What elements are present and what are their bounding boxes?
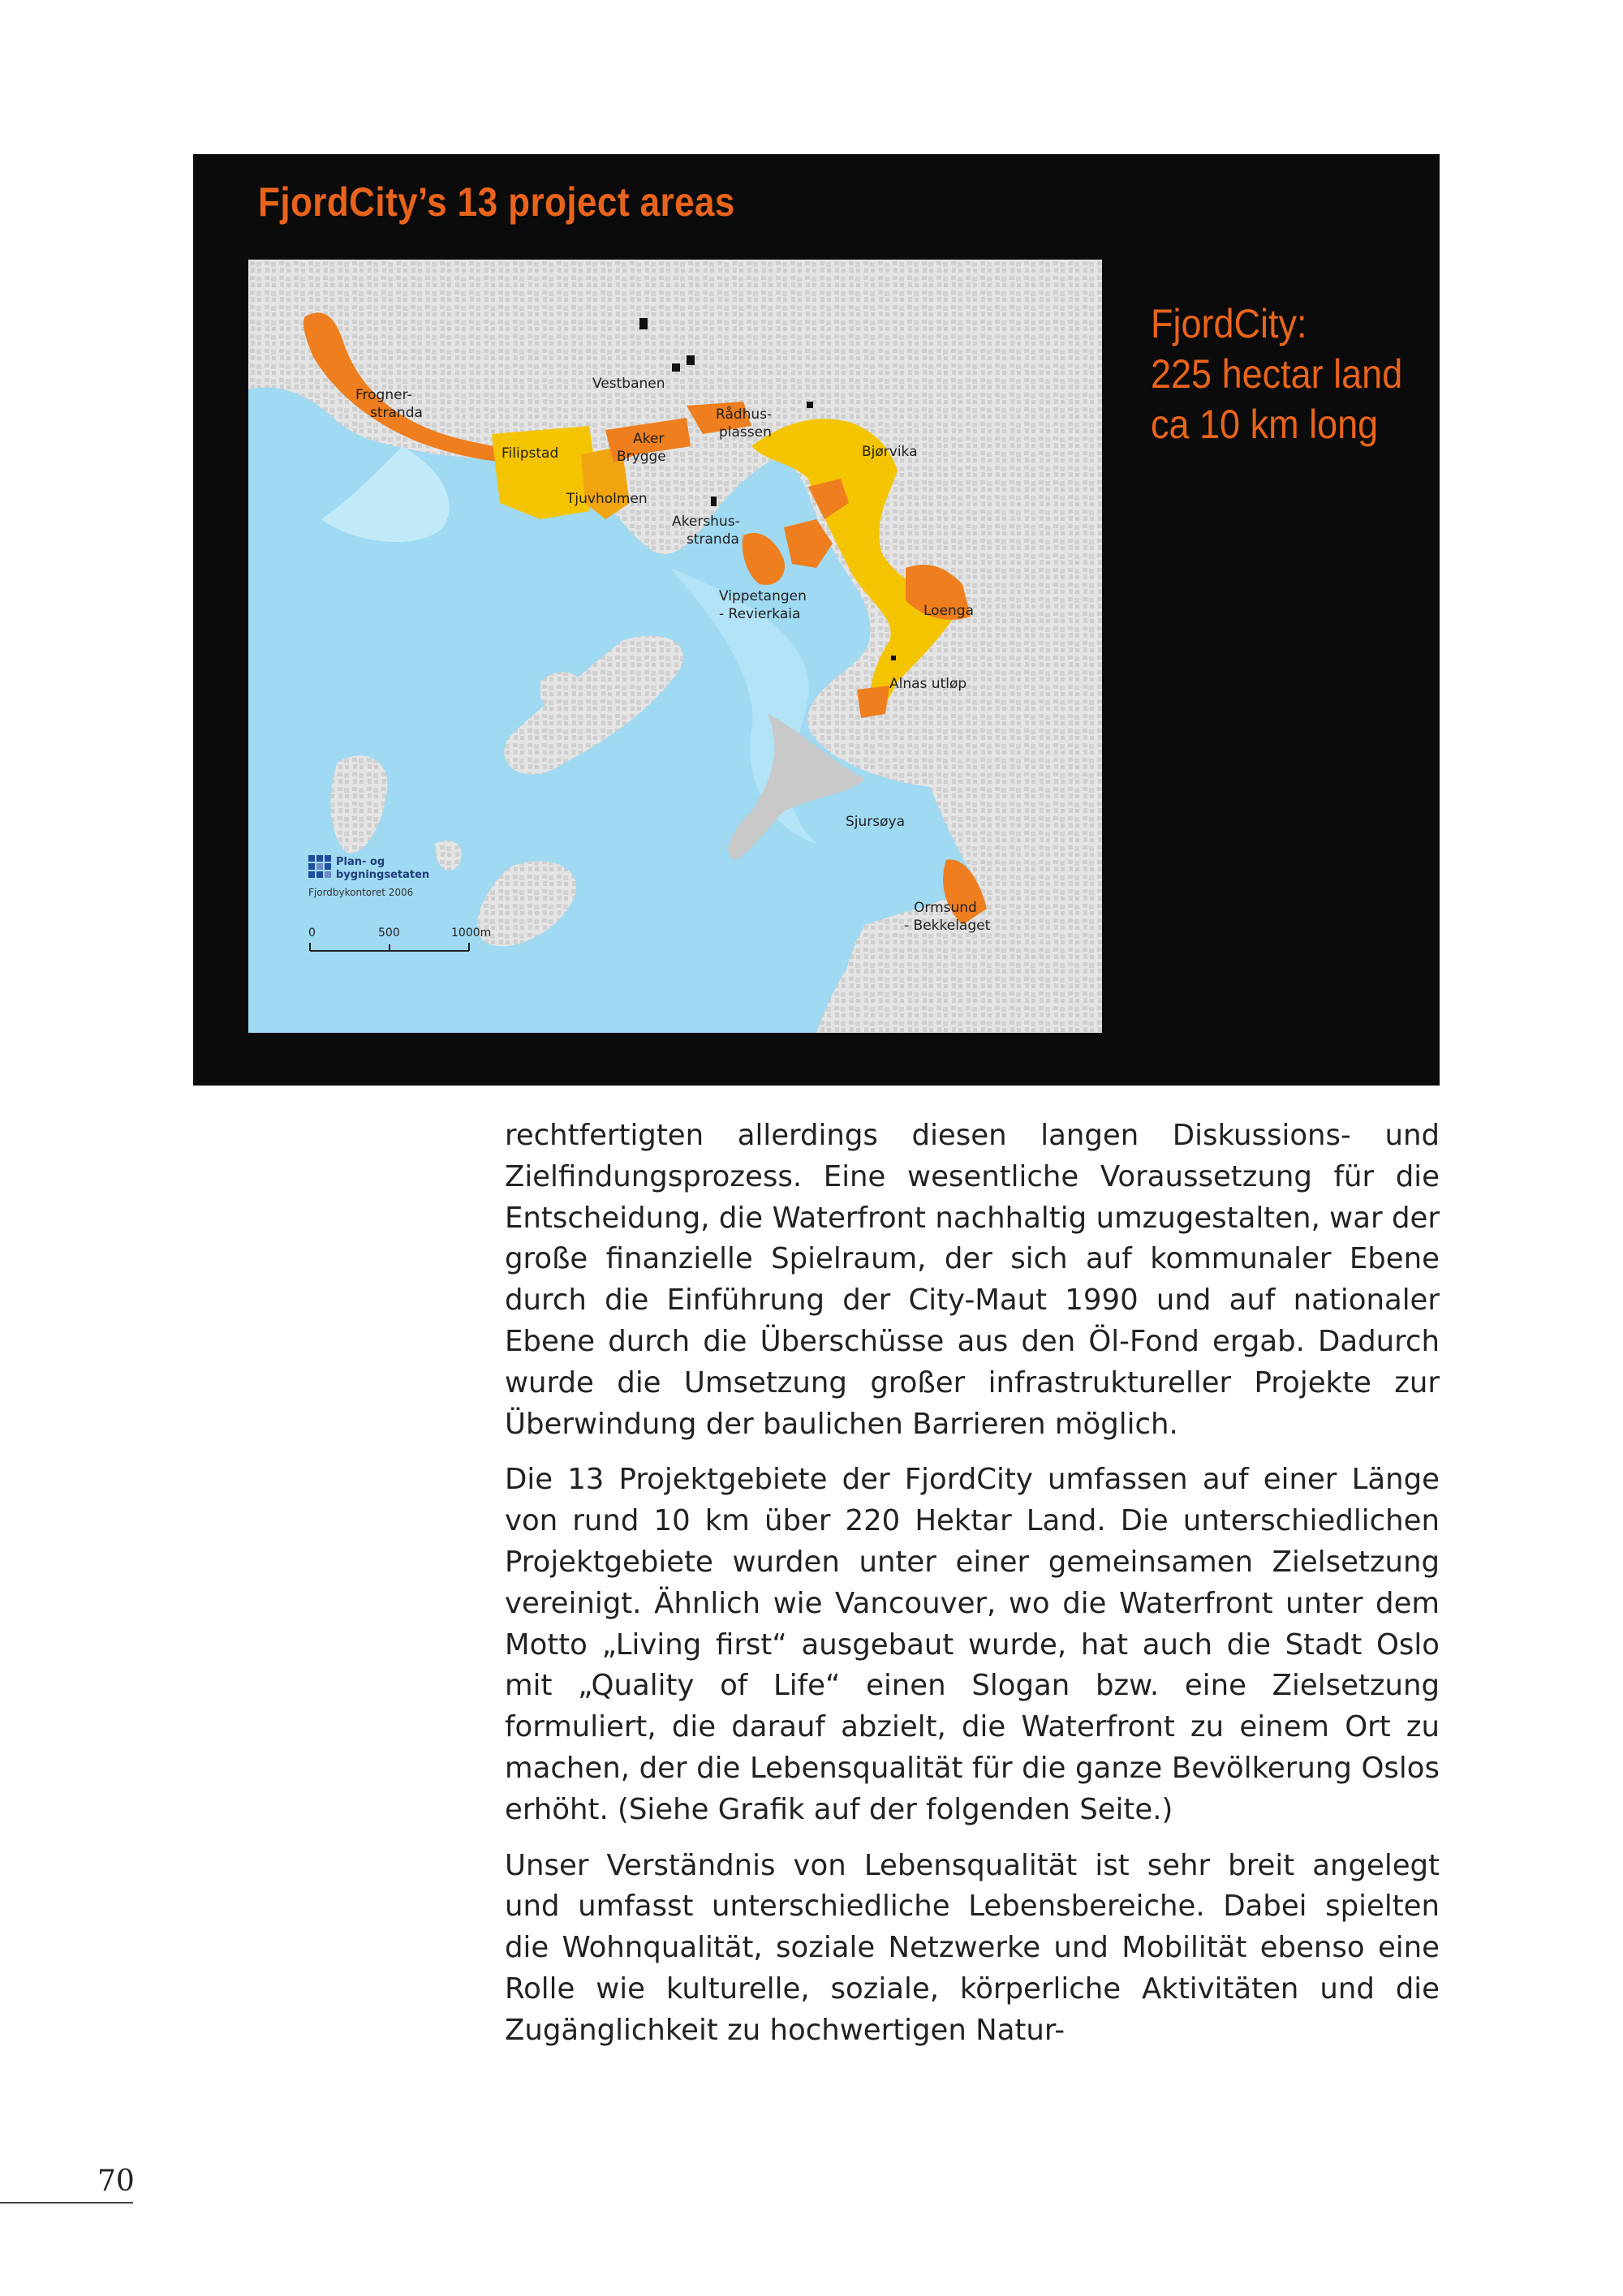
side-text-line-3: ca 10 km long: [1151, 402, 1379, 447]
page-number: 70: [97, 2165, 135, 2198]
label-bjorvika: Bjørvika: [862, 444, 918, 460]
logo-line1: Plan- og: [336, 856, 385, 868]
scale-tick-0: 0: [308, 927, 316, 939]
fjordcity-map: [248, 260, 1102, 1033]
label-brygge: Brygge: [617, 449, 666, 465]
label-akershusstranda: Akershus-: [672, 514, 740, 530]
label-aker: Aker: [633, 431, 665, 447]
label-vestbanen: Vestbanen: [592, 376, 665, 392]
landmark-marker: [687, 355, 695, 365]
figure-title: FjordCity’s 13 project areas: [258, 179, 735, 225]
label-sjursoya: Sjursøya: [846, 814, 906, 830]
label-revierkaia: - Revierkaia: [719, 606, 801, 622]
side-text-line-2: 225 hectar land: [1151, 351, 1403, 397]
label-frognerstranda-2: stranda: [370, 405, 423, 421]
label-radhusplassen: Rådhus-: [716, 406, 773, 423]
label-radhusplassen-2: plassen: [719, 424, 772, 441]
label-alnas: Alnas utløp: [889, 676, 967, 692]
label-frognerstranda: Frogner-: [355, 387, 412, 403]
figure-side-text: [1151, 299, 1402, 449]
label-ormsund: Ormsund: [914, 900, 977, 916]
label-akershusstranda-2: stranda: [687, 531, 739, 548]
landmark-marker: [807, 402, 813, 408]
label-loenga: Loenga: [923, 603, 975, 619]
label-tjuvholmen: Tjuvholmen: [566, 491, 648, 507]
paragraph-2: Die 13 Projektgebiete der FjordCity umfassen auf einer Länge von rund 10 km über 220 Hektar Land. Die unterschiedlichen Projektgebiete wurden unter einer gemeinsamen Zielsetzung vereinigt. Ähnlich wie Vancouver, wo die Waterfront unter dem Motto „Living first“ ausgebaut wurde, hat auch die Stadt Oslo mit „Quality of Life“ einen Slogan bzw. eine Zielsetzung formuliert, die darauf abzielt, die Waterfront zu einem Ort zu machen, der die Lebensqualität für die ganze Bevölkerung Oslos erhöht. (Siehe Grafik auf der folgenden Seite.): [505, 1463, 1440, 1826]
scale-tick-1000: 1000m: [451, 927, 492, 939]
paragraph-1: rechtfertigten allerdings diesen langen Diskussions- und Zielfindungsprozess. Eine wesentliche Voraussetzung für die Entscheidung, die Waterfront nachhaltig umzugestalten, war der große finanzielle Spielraum, der sich auf kommunaler Ebene durch die Einführung der City-Maut 1990 und auf nationaler Ebene durch die Überschüsse aus den Öl-Fond ergab. Dadurch wurde die Umsetzung großer infrastruktureller Projekte zur Überwindung der baulichen Barrieren möglich.: [505, 1119, 1440, 1441]
landmark-marker: [711, 497, 717, 506]
page-number-rule: [0, 2202, 133, 2204]
landmark-marker: [672, 363, 680, 372]
area-alnas: [857, 686, 889, 718]
landmark-marker: [639, 318, 648, 329]
map-svg: [248, 260, 1102, 1033]
label-filipstad: Filipstad: [502, 445, 559, 462]
logo-line2: bygningsetaten: [336, 869, 430, 881]
body-text: [505, 1116, 1440, 2066]
scale-tick-500: 500: [378, 927, 400, 939]
paragraph-3: Unser Verständnis von Lebensqualität ist sehr breit angelegt und umfasst unterschiedliche Lebensbereiche. Dabei spielten die Wohnqualität, soziale Netzwerke und Mobilität ebenso eine Rolle wie kulturelle, soziale, körperliche Aktivitäten und die Zugänglichkeit zu hochwertigen Natur-: [505, 1848, 1440, 2047]
map-figure: [193, 154, 1440, 1086]
label-vippetangen: Vippetangen: [719, 588, 807, 604]
side-text-line-1: FjordCity:: [1151, 301, 1307, 346]
label-bekkelaget: - Bekkelaget: [904, 918, 991, 934]
landmark-marker: [891, 656, 896, 660]
island-2: [540, 672, 583, 710]
logo-line3: Fjordbykontoret 2006: [308, 887, 414, 898]
